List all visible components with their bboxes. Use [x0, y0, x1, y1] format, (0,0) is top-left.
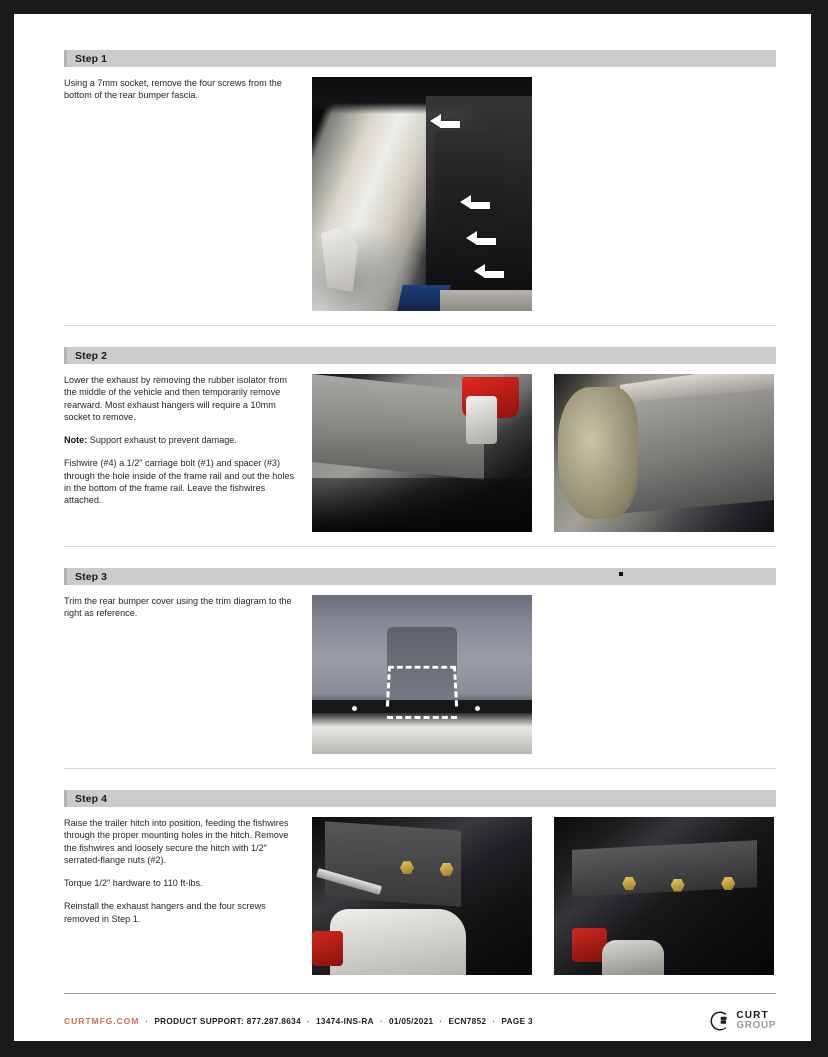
step-4-paragraph-3: Reinstall the exhaust hangers and the four screws removed in Step 1.	[64, 901, 266, 924]
footer-separator-dot: ·	[439, 1016, 443, 1026]
note-lead: Note:	[64, 435, 88, 446]
step1-photo-exhaust-fascia-screws	[312, 77, 532, 311]
curt-group-wordmark	[736, 1011, 776, 1031]
footer-divider	[64, 993, 776, 994]
step-label-3: Step 3	[75, 570, 108, 583]
curt-group-logo	[710, 1011, 776, 1031]
footer-separator-dot: ·	[307, 1016, 311, 1026]
step2-photo-frame-rail	[312, 374, 532, 532]
footer-meta	[64, 1016, 533, 1026]
step-4-figures	[312, 817, 774, 975]
step-1-paragraph-1: Using a 7mm socket, remove the four screws from the bottom of the rear bumper fascia.	[64, 78, 282, 101]
footer-website-link[interactable]: CURTMFG.COM	[64, 1016, 140, 1026]
step-divider-1	[64, 325, 776, 326]
footer-item-page: PAGE 3	[501, 1016, 533, 1026]
curt-g-mark-icon	[710, 1011, 730, 1031]
step-4-paragraph-1: Raise the trailer hitch into position, feeding the fishwires through the proper mounting holes in the hitch. Remove the fishwires and loosely secure the hitch with 1/2" serrated-flange nuts (#2).	[64, 818, 289, 865]
footer-item-ecn: ECN7852	[448, 1016, 487, 1026]
step-body-2	[64, 364, 776, 532]
step-divider-3	[64, 768, 776, 769]
step-body-3	[64, 585, 776, 754]
step-label-4: Step 4	[75, 792, 108, 805]
step-header-bar-4	[64, 790, 776, 807]
footer-separator-dot: ·	[145, 1016, 149, 1026]
step-2-paragraph-1: Lower the exhaust by removing the rubber isolator from the middle of the vehicle and then temporarily remove rearward. Most exhaust hangers will require a 10mm socket to remove.	[64, 375, 287, 422]
step-text-2	[64, 374, 312, 507]
step-block-3	[64, 568, 776, 769]
step-header-bar-3	[64, 568, 776, 585]
step-3-paragraph-1: Trim the rear bumper cover using the trim diagram to the right as reference.	[64, 596, 292, 619]
step-header-bar-1	[64, 50, 776, 67]
page-footer	[64, 994, 776, 1031]
footer-item-product-support: PRODUCT SUPPORT: 877.287.8634	[154, 1016, 301, 1026]
step-block-1	[64, 50, 776, 326]
page-artifact-dot	[619, 572, 623, 576]
step4-photo-hitch-bolts-secured	[554, 817, 774, 975]
logo-line-curt: CURT	[736, 1010, 769, 1021]
step-body-4	[64, 807, 776, 975]
logo-line-group: GROUP	[736, 1020, 776, 1031]
step-3-figures	[312, 595, 532, 754]
footer-item-part-number: 13474-INS-RA	[316, 1016, 374, 1026]
step-text-3	[64, 595, 312, 620]
step2-photo-fishwire-hand	[554, 374, 774, 532]
step-1-figures	[312, 77, 532, 311]
step-body-1	[64, 67, 776, 311]
step4-photo-fishwire-through-hitch	[312, 817, 532, 975]
step-4-paragraph-2: Torque 1/2" hardware to 110 ft-lbs.	[64, 878, 203, 889]
step-label-2: Step 2	[75, 349, 108, 362]
step-text-1	[64, 77, 312, 102]
step-block-4	[64, 790, 776, 994]
page-content	[64, 50, 776, 1031]
step-2-paragraph-3: Fishwire (#4) a 1/2" carriage bolt (#1) and spacer (#3) through the hole inside of the frame rail and out the holes in the bottom of the frame rail. Leave the fishwires attached.	[64, 458, 295, 506]
document-page	[14, 14, 811, 1041]
step-header-bar-2	[64, 347, 776, 364]
footer-separator-dot: ·	[379, 1016, 383, 1026]
step-label-1: Step 1	[75, 52, 108, 65]
step-block-2	[64, 347, 776, 547]
step-2-figures	[312, 374, 774, 532]
step3-photo-bumper-cover-trim	[312, 595, 532, 754]
footer-item-date: 01/05/2021	[388, 1016, 434, 1026]
note-text: Support exhaust to prevent damage.	[87, 435, 237, 446]
step-text-4	[64, 817, 312, 925]
footer-separator-dot: ·	[492, 1016, 496, 1026]
step-divider-2	[64, 546, 776, 547]
step-2-note	[64, 434, 298, 446]
